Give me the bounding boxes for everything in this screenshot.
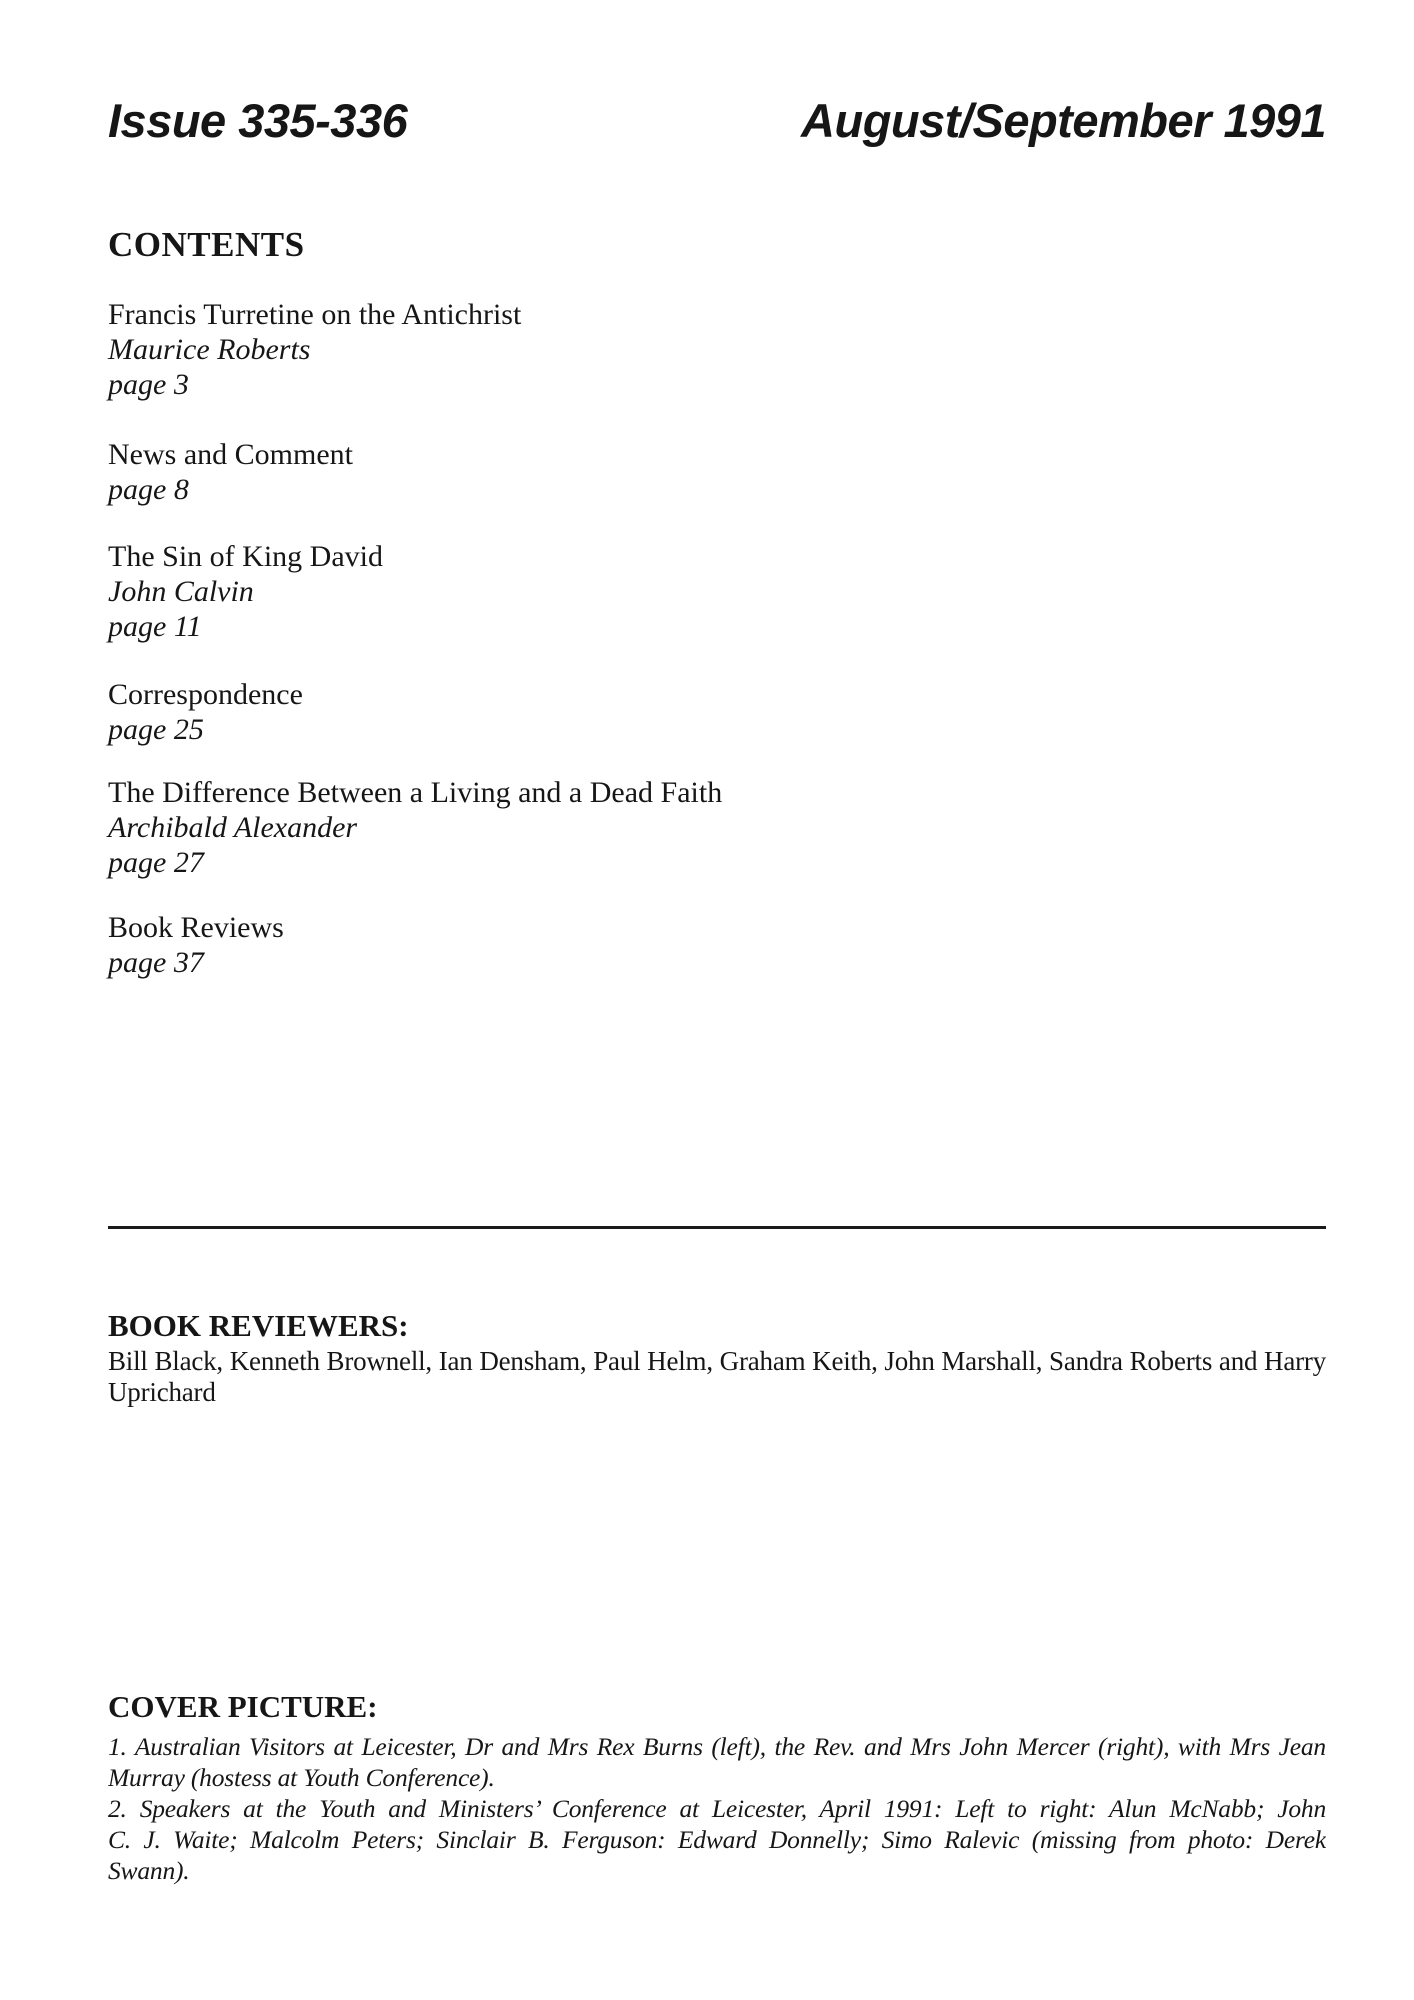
toc-entry	[108, 775, 722, 880]
article-author: Maurice Roberts	[108, 333, 311, 366]
book-reviewers-list	[108, 1346, 1326, 1408]
caption-line: Swann).	[108, 1856, 190, 1885]
article-page: page 25	[108, 713, 204, 746]
article-title: News and Comment	[108, 438, 353, 471]
reviewers-line: Uprichard	[108, 1377, 216, 1407]
article-page: page 37	[108, 946, 204, 979]
toc-entry	[108, 539, 383, 644]
article-author: Archibald Alexander	[108, 811, 358, 844]
toc-entry	[108, 297, 521, 402]
book-reviewers-heading: BOOK REVIEWERS:	[108, 1308, 409, 1343]
reviewers-line: Bill Black, Kenneth Brownell, Ian Densham, Paul Helm, Graham Keith, John Marshall, Sandra Roberts and Harry	[108, 1346, 1326, 1376]
article-author: John Calvin	[108, 575, 254, 608]
caption-line: 1. Australian Visitors at Leicester, Dr and Mrs Rex Burns (left), the Rev. and Mrs John Mercer (right), with Mrs Jean	[108, 1732, 1326, 1761]
article-page: page 27	[108, 846, 204, 879]
toc-entry	[108, 677, 303, 747]
issue-date: August/September 1991	[801, 94, 1326, 147]
article-page: page 3	[108, 368, 189, 401]
caption-line: C. J. Waite; Malcolm Peters; Sinclair B. Ferguson: Edward Donnelly; Simo Ralevic (missing from photo: Derek	[108, 1825, 1326, 1854]
article-title: The Sin of King David	[108, 540, 383, 573]
article-title: Correspondence	[108, 678, 303, 711]
divider-rule	[108, 1226, 1326, 1229]
article-title: The Difference Between a Living and a Dead Faith	[108, 776, 723, 809]
caption-line: Murray (hostess at Youth Conference).	[108, 1763, 495, 1792]
masthead	[108, 93, 1326, 149]
toc-entry	[108, 910, 284, 980]
toc-entry	[108, 437, 353, 507]
caption-line: 2. Speakers at the Youth and Ministers’ Conference at Leicester, April 1991: Left to right: Alun McNabb; John	[108, 1794, 1326, 1823]
contents-heading: CONTENTS	[108, 225, 305, 264]
article-title: Francis Turretine on the Antichrist	[108, 298, 522, 331]
article-page: page 8	[108, 473, 189, 506]
cover-picture-captions	[108, 1731, 1326, 1886]
issue-number: Issue 335-336	[108, 94, 408, 147]
cover-picture-heading: COVER PICTURE:	[108, 1689, 378, 1724]
article-page: page 11	[108, 610, 202, 643]
article-title: Book Reviews	[108, 911, 284, 944]
